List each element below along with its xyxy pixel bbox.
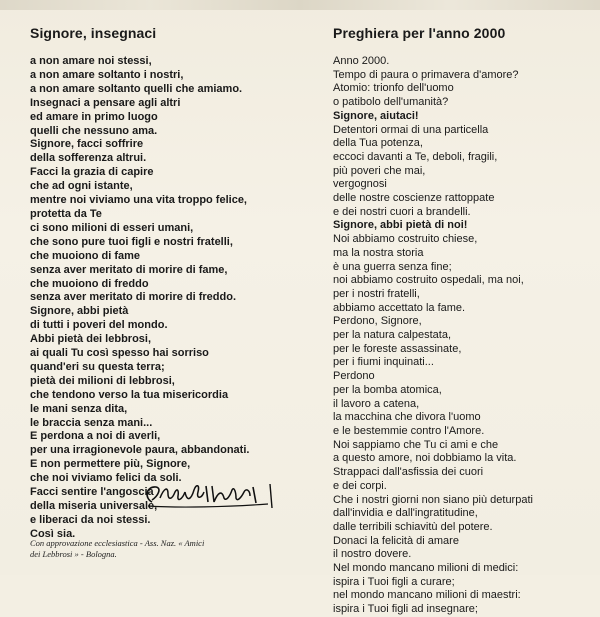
left-prayer-line: pietà dei milioni di lebbrosi, (30, 374, 175, 387)
right-prayer-line: della Tua potenza, (333, 137, 423, 150)
right-prayer-line: è una guerra senza fine; (333, 260, 452, 273)
right-prayer-line: abbiamo accettato la fame. (333, 301, 466, 314)
approval-line: Con approvazione ecclesiastica - Ass. Naz. « Amici (30, 538, 205, 548)
left-prayer-line: a non amare soltanto quelli che amiamo. (30, 82, 243, 95)
right-prayer-line: per le foreste assassinate, (333, 342, 462, 355)
left-prayer-line: che muoiono di fame (30, 249, 141, 262)
right-prayer-line: per i fiumi inquinati... (333, 356, 434, 369)
top-edge-strip (0, 0, 600, 10)
left-prayer-line: e liberaci da noi stessi. (30, 513, 151, 526)
left-prayer-line: senza aver meritato di morire di freddo. (30, 291, 237, 304)
left-prayer-line: della sofferenza altrui. (30, 152, 147, 165)
right-prayer-line: per la bomba atomica, (333, 383, 442, 396)
right-prayer-line: per i nostri fratelli, (333, 287, 420, 300)
left-prayer-line: quand'eri su questa terra; (30, 360, 165, 373)
left-prayer-line: Facci la grazia di capire (30, 166, 154, 179)
right-prayer-line: a questo amore, noi dobbiamo la vita. (333, 452, 517, 465)
right-prayer-line: Strappaci dall'asfissia dei cuori (333, 466, 484, 479)
right-prayer-line: nel mondo mancano milioni di maestri: (333, 589, 521, 602)
left-prayer-line: E perdona a noi di averli, (30, 430, 161, 443)
right-prayer-line: e dei corpi. (333, 479, 387, 492)
right-prayer-line: delle nostre coscienze rattoppate (333, 192, 495, 205)
left-prayer-line: Signore, abbi pietà (30, 305, 129, 318)
right-prayer-line: vergognosi (333, 178, 387, 191)
right-prayer-line: Perdono, Signore, (333, 315, 422, 328)
left-prayer-column (30, 25, 305, 542)
left-prayer-line: Signore, facci soffrire (30, 138, 144, 151)
signature-icon (138, 478, 278, 514)
right-prayer-line: ispira i Tuoi figli a curare; (333, 575, 455, 588)
right-prayer-invocation: Signore, abbi pietà di noi! (333, 219, 468, 232)
right-prayer-line: dall'invidia e dall'ingratitudine, (333, 507, 478, 520)
left-prayer-line: ci sono milioni di esseri umani, (30, 221, 194, 234)
right-prayer-line: il lavoro a catena, (333, 397, 420, 410)
left-prayer-line: a non amare soltanto i nostri, (30, 68, 184, 81)
right-prayer-text (333, 55, 595, 617)
left-prayer-line: che sono pure tuoi figli e nostri fratelli, (30, 235, 233, 248)
right-prayer-line: la macchina che divora l'uomo (333, 411, 481, 424)
left-prayer-line: per una irragionevole paura, abbandonati. (30, 444, 250, 457)
left-prayer-line: della miseria universale, (30, 500, 158, 512)
left-prayer-line: le mani senza dita, (30, 402, 128, 415)
right-prayer-line: ispira i Tuoi figli ad insegnare; (333, 603, 478, 616)
left-prayer-line: Insegnaci a pensare agli altri (30, 96, 181, 109)
right-prayer-line: e le bestemmie contro l'Amore. (333, 424, 485, 437)
left-prayer-line: Abbi pietà dei lebbrosi, (30, 333, 152, 346)
left-prayer-line: Così sia. (30, 527, 76, 540)
right-prayer-line: Atomio: trionfo dell'uomo (333, 82, 454, 95)
right-prayer-line: Donaci la felicità di amare (333, 534, 459, 547)
right-prayer-line: noi abbiamo costruito ospedali, ma noi, (333, 274, 524, 287)
right-prayer-line: Noi abbiamo costruito chiese, (333, 233, 478, 246)
right-prayer-line: e dei nostri cuori a brandelli. (333, 205, 471, 218)
left-prayer-line: Facci sentire l'angoscia (30, 486, 154, 499)
left-prayer-line: mentre noi viviamo una vita troppo felice, (30, 194, 247, 207)
right-prayer-line: o patibolo dell'umanità? (333, 96, 449, 109)
ecclesiastical-approval-note (30, 538, 230, 560)
right-prayer-line: per la natura calpestata, (333, 329, 452, 342)
left-prayer-line: E non permettere più, Signore, (30, 458, 191, 471)
handwritten-signature (138, 478, 278, 514)
left-prayer-line: che muoiono di freddo (30, 277, 149, 290)
right-prayer-title: Preghiera per l'anno 2000 (333, 25, 506, 41)
left-prayer-line: ai quali Tu così spesso hai sorriso (30, 347, 209, 360)
left-prayer-line: ed amare in primo luogo (30, 110, 158, 123)
left-prayer-line: le braccia senza mani... (30, 416, 153, 429)
right-prayer-line: Che i nostri giorni non siano più deturpati (333, 493, 533, 506)
right-prayer-line: eccoci davanti a Te, deboli, fragili, (333, 150, 498, 163)
left-prayer-line: che ad ogni istante, (30, 180, 133, 193)
left-prayer-line: che noi viviamo felici da soli. (30, 472, 182, 485)
right-prayer-line: Perdono (333, 370, 375, 383)
left-prayer-line: quelli che nessuno ama. (30, 124, 158, 137)
left-prayer-text (30, 55, 305, 542)
left-prayer-line: protetta da Te (30, 207, 102, 220)
right-prayer-invocation: Signore, aiutaci! (333, 109, 419, 122)
approval-line: dei Lebbrosi » - Bologna. (30, 549, 117, 559)
left-prayer-line: di tutti i poveri del mondo. (30, 319, 168, 332)
right-prayer-line: Noi sappiamo che Tu ci ami e che (333, 438, 499, 451)
right-prayer-line: Tempo di paura o primavera d'amore? (333, 68, 519, 81)
left-prayer-line: senza aver meritato di morire di fame, (30, 263, 228, 276)
right-prayer-line: Detentori ormai di una particella (333, 123, 489, 136)
right-prayer-line: il nostro dovere. (333, 548, 412, 561)
right-prayer-line: dalle terribili schiavitù del potere. (333, 520, 493, 533)
right-prayer-line: ma la nostra storia (333, 246, 424, 259)
left-prayer-line: a non amare noi stessi, (30, 55, 152, 67)
right-prayer-line: Nel mondo mancano milioni di medici: (333, 562, 519, 575)
left-prayer-line: che tendono verso la tua misericordia (30, 388, 229, 401)
right-prayer-line: più poveri che mai, (333, 164, 426, 177)
left-prayer-title: Signore, insegnaci (30, 25, 157, 41)
right-prayer-column (333, 25, 595, 617)
right-prayer-line: Anno 2000. (333, 55, 390, 67)
